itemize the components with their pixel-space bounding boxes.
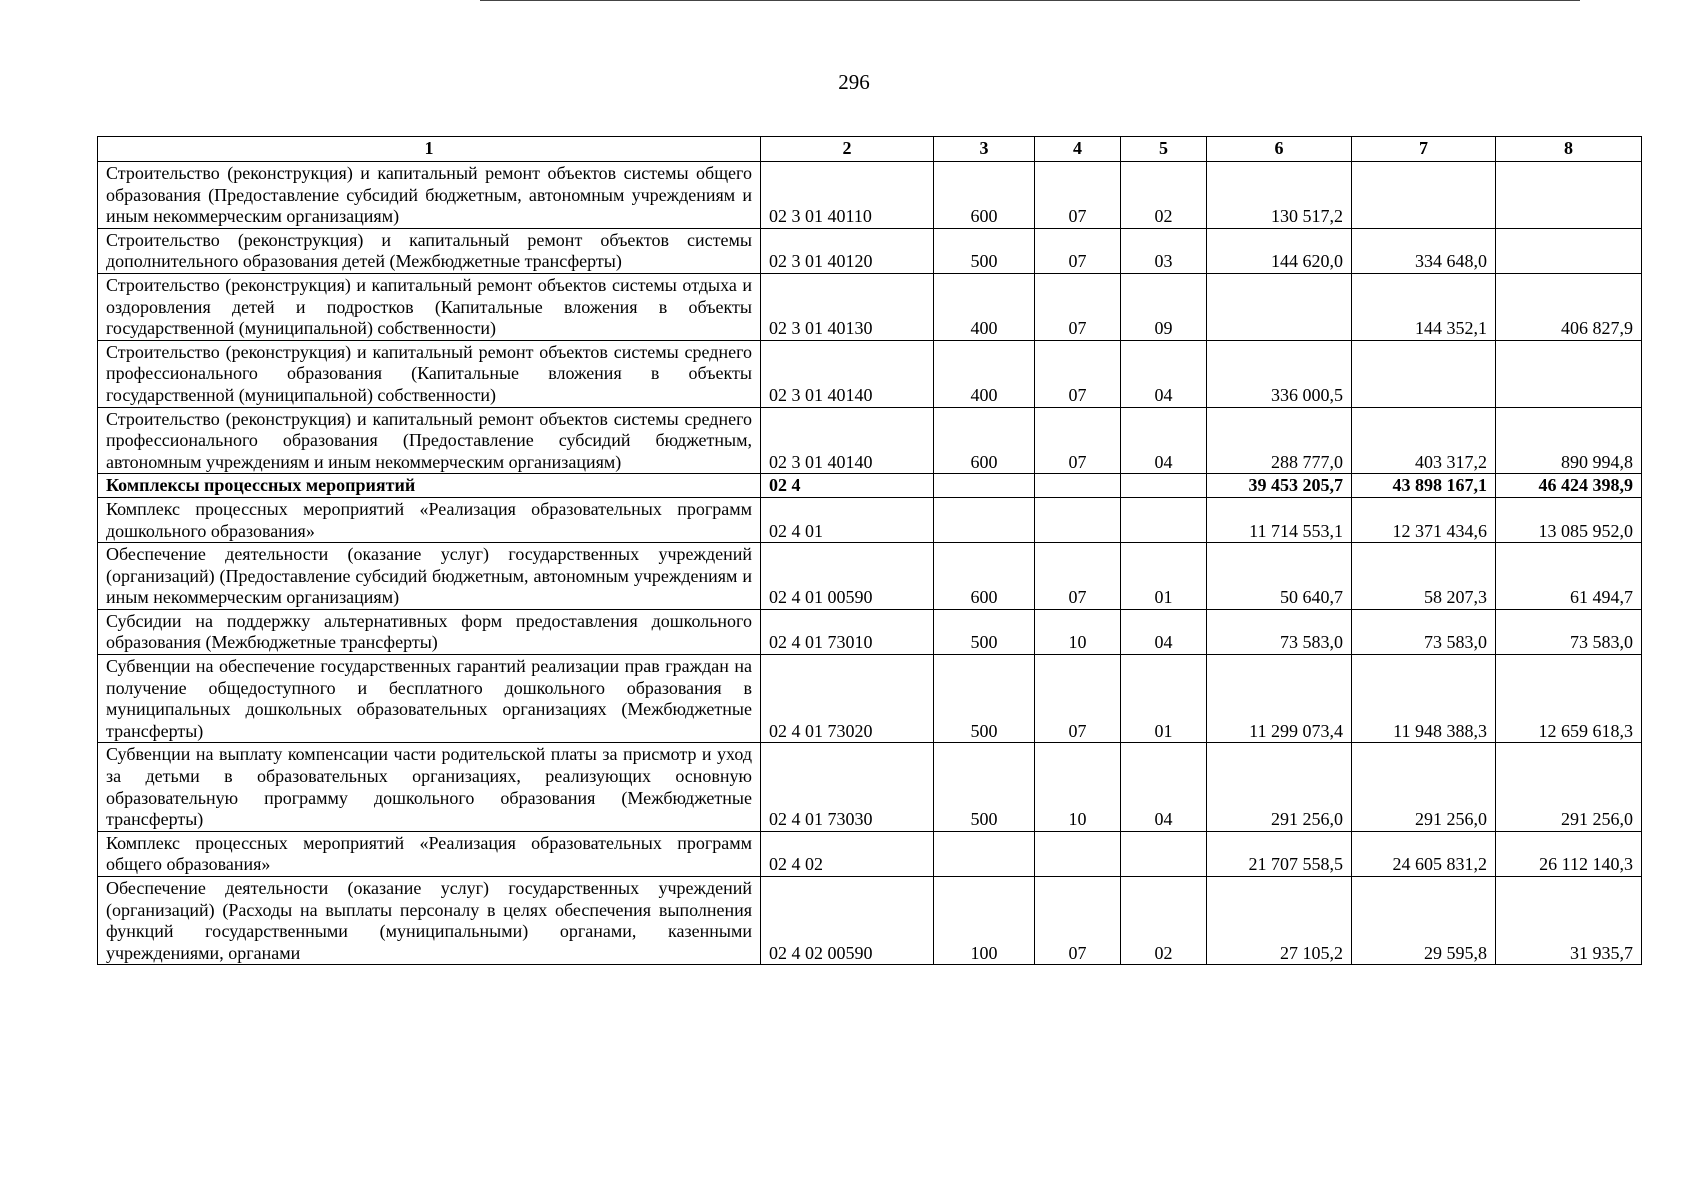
row-rz-cell	[1035, 831, 1121, 876]
row-name-cell: Комплекс процессных мероприятий «Реализация образовательных программ общего образования»	[98, 831, 761, 876]
row-value-2026-cell: 406 827,9	[1496, 273, 1642, 340]
row-pr-cell	[1121, 497, 1207, 542]
row-vr-cell: 500	[934, 655, 1035, 743]
row-value-2025-cell: 403 317,2	[1352, 407, 1496, 474]
row-pr-cell: 01	[1121, 655, 1207, 743]
row-vr-cell	[934, 497, 1035, 542]
row-name-cell: Комплекс процессных мероприятий «Реализация образовательных программ дошкольного образования»	[98, 497, 761, 542]
table-row	[98, 340, 1642, 407]
column-header: 1	[98, 137, 761, 162]
row-value-2024-cell: 39 453 205,7	[1207, 474, 1352, 498]
row-code-cell: 02 3 01 40120	[761, 228, 934, 273]
table-row	[98, 407, 1642, 474]
row-rz-cell: 07	[1035, 340, 1121, 407]
row-rz-cell: 07	[1035, 273, 1121, 340]
row-value-2024-cell: 21 707 558,5	[1207, 831, 1352, 876]
row-code-cell: 02 4	[761, 474, 934, 498]
row-value-2025-cell: 58 207,3	[1352, 543, 1496, 610]
table-row	[98, 474, 1642, 498]
row-pr-cell: 04	[1121, 609, 1207, 654]
row-code-cell: 02 4 01	[761, 497, 934, 542]
row-rz-cell: 07	[1035, 877, 1121, 965]
row-code-cell: 02 3 01 40140	[761, 407, 934, 474]
row-rz-cell: 07	[1035, 228, 1121, 273]
row-value-2024-cell: 288 777,0	[1207, 407, 1352, 474]
row-pr-cell: 03	[1121, 228, 1207, 273]
row-pr-cell: 04	[1121, 340, 1207, 407]
row-code-cell: 02 4 01 73030	[761, 743, 934, 831]
row-vr-cell	[934, 831, 1035, 876]
row-value-2026-cell: 13 085 952,0	[1496, 497, 1642, 542]
row-vr-cell: 600	[934, 543, 1035, 610]
row-pr-cell: 09	[1121, 273, 1207, 340]
table-row	[98, 831, 1642, 876]
row-vr-cell	[934, 474, 1035, 498]
row-value-2025-cell: 29 595,8	[1352, 877, 1496, 965]
table-row	[98, 162, 1642, 229]
row-pr-cell: 01	[1121, 543, 1207, 610]
row-value-2024-cell	[1207, 273, 1352, 340]
row-value-2024-cell: 73 583,0	[1207, 609, 1352, 654]
row-value-2024-cell: 291 256,0	[1207, 743, 1352, 831]
top-rule	[480, 0, 1580, 1]
row-value-2025-cell: 11 948 388,3	[1352, 655, 1496, 743]
row-value-2025-cell: 12 371 434,6	[1352, 497, 1496, 542]
row-value-2026-cell	[1496, 162, 1642, 229]
table-row	[98, 655, 1642, 743]
budget-table	[97, 136, 1642, 965]
row-value-2024-cell: 144 620,0	[1207, 228, 1352, 273]
row-value-2026-cell: 12 659 618,3	[1496, 655, 1642, 743]
row-value-2026-cell: 31 935,7	[1496, 877, 1642, 965]
row-pr-cell	[1121, 474, 1207, 498]
row-rz-cell: 07	[1035, 162, 1121, 229]
row-rz-cell	[1035, 497, 1121, 542]
row-name-cell: Комплексы процессных мероприятий	[98, 474, 761, 498]
row-value-2026-cell: 73 583,0	[1496, 609, 1642, 654]
column-header: 8	[1496, 137, 1642, 162]
row-pr-cell: 04	[1121, 407, 1207, 474]
row-value-2025-cell: 144 352,1	[1352, 273, 1496, 340]
row-name-cell: Строительство (реконструкция) и капитальный ремонт объектов системы среднего профессионального образования (Предоставление субсидий бюджетным, автономным учреждениям и иным некоммерческим организациям)	[98, 407, 761, 474]
row-vr-cell: 500	[934, 609, 1035, 654]
table-row	[98, 228, 1642, 273]
row-value-2025-cell: 291 256,0	[1352, 743, 1496, 831]
page-number: 296	[838, 70, 870, 94]
row-name-cell: Субсидии на поддержку альтернативных форм предоставления дошкольного образования (Межбюджетные трансферты)	[98, 609, 761, 654]
row-value-2024-cell: 130 517,2	[1207, 162, 1352, 229]
row-code-cell: 02 4 02	[761, 831, 934, 876]
column-header: 2	[761, 137, 934, 162]
row-value-2024-cell: 11 714 553,1	[1207, 497, 1352, 542]
row-value-2026-cell: 890 994,8	[1496, 407, 1642, 474]
row-name-cell: Обеспечение деятельности (оказание услуг) государственных учреждений (организаций) (Предоставление субсидий бюджетным, автономным учреждениям и иным некоммерческим организациям)	[98, 543, 761, 610]
row-value-2025-cell: 43 898 167,1	[1352, 474, 1496, 498]
row-value-2025-cell: 334 648,0	[1352, 228, 1496, 273]
row-vr-cell: 600	[934, 162, 1035, 229]
row-name-cell: Обеспечение деятельности (оказание услуг) государственных учреждений (организаций) (Расходы на выплаты персоналу в целях обеспечения выполнения функций государственными (муниципальными) органами, казенными учреждениями, органами	[98, 877, 761, 965]
row-name-cell: Строительство (реконструкция) и капитальный ремонт объектов системы отдыха и оздоровления детей и подростков (Капитальные вложения в объекты государственной (муниципальной) собственности)	[98, 273, 761, 340]
row-rz-cell: 07	[1035, 543, 1121, 610]
row-name-cell: Строительство (реконструкция) и капитальный ремонт объектов системы дополнительного образования детей (Межбюджетные трансферты)	[98, 228, 761, 273]
row-value-2025-cell	[1352, 340, 1496, 407]
row-name-cell: Субвенции на обеспечение государственных гарантий реализации прав граждан на получение общедоступного и бесплатного дошкольного образования в муниципальных дошкольных образовательных организациях (Межбюджетные трансферты)	[98, 655, 761, 743]
column-header: 5	[1121, 137, 1207, 162]
table-row	[98, 877, 1642, 965]
row-vr-cell: 400	[934, 340, 1035, 407]
row-rz-cell: 10	[1035, 743, 1121, 831]
column-header: 3	[934, 137, 1035, 162]
row-value-2026-cell: 291 256,0	[1496, 743, 1642, 831]
table-row	[98, 543, 1642, 610]
column-header: 6	[1207, 137, 1352, 162]
row-vr-cell: 100	[934, 877, 1035, 965]
row-code-cell: 02 3 01 40110	[761, 162, 934, 229]
row-vr-cell: 500	[934, 228, 1035, 273]
row-value-2026-cell	[1496, 228, 1642, 273]
table-row	[98, 743, 1642, 831]
row-rz-cell: 10	[1035, 609, 1121, 654]
row-vr-cell: 500	[934, 743, 1035, 831]
column-header: 4	[1035, 137, 1121, 162]
row-pr-cell: 02	[1121, 877, 1207, 965]
column-header: 7	[1352, 137, 1496, 162]
row-name-cell: Строительство (реконструкция) и капитальный ремонт объектов системы общего образования (Предоставление субсидий бюджетным, автономным учреждениям и иным некоммерческим организациям)	[98, 162, 761, 229]
row-name-cell: Строительство (реконструкция) и капитальный ремонт объектов системы среднего профессионального образования (Капитальные вложения в объекты государственной (муниципальной) собственности)	[98, 340, 761, 407]
row-value-2026-cell	[1496, 340, 1642, 407]
row-value-2025-cell	[1352, 162, 1496, 229]
header-row	[98, 137, 1642, 162]
row-code-cell: 02 3 01 40130	[761, 273, 934, 340]
row-vr-cell: 600	[934, 407, 1035, 474]
row-name-cell: Субвенции на выплату компенсации части родительской платы за присмотр и уход за детьми в образовательных организациях, реализующих основную образовательную программу дошкольного образования (Межбюджетные трансферты)	[98, 743, 761, 831]
table-body	[98, 162, 1642, 965]
row-value-2025-cell: 73 583,0	[1352, 609, 1496, 654]
row-value-2026-cell: 46 424 398,9	[1496, 474, 1642, 498]
row-pr-cell	[1121, 831, 1207, 876]
row-value-2026-cell: 26 112 140,3	[1496, 831, 1642, 876]
table-row	[98, 609, 1642, 654]
row-value-2026-cell: 61 494,7	[1496, 543, 1642, 610]
row-rz-cell: 07	[1035, 655, 1121, 743]
row-value-2025-cell: 24 605 831,2	[1352, 831, 1496, 876]
row-value-2024-cell: 27 105,2	[1207, 877, 1352, 965]
row-pr-cell: 04	[1121, 743, 1207, 831]
table-row	[98, 497, 1642, 542]
row-code-cell: 02 4 01 00590	[761, 543, 934, 610]
row-value-2024-cell: 336 000,5	[1207, 340, 1352, 407]
row-pr-cell: 02	[1121, 162, 1207, 229]
row-vr-cell: 400	[934, 273, 1035, 340]
row-value-2024-cell: 11 299 073,4	[1207, 655, 1352, 743]
row-code-cell: 02 4 01 73010	[761, 609, 934, 654]
row-rz-cell	[1035, 474, 1121, 498]
row-code-cell: 02 4 02 00590	[761, 877, 934, 965]
row-code-cell: 02 4 01 73020	[761, 655, 934, 743]
row-rz-cell: 07	[1035, 407, 1121, 474]
row-value-2024-cell: 50 640,7	[1207, 543, 1352, 610]
table-row	[98, 273, 1642, 340]
row-code-cell: 02 3 01 40140	[761, 340, 934, 407]
